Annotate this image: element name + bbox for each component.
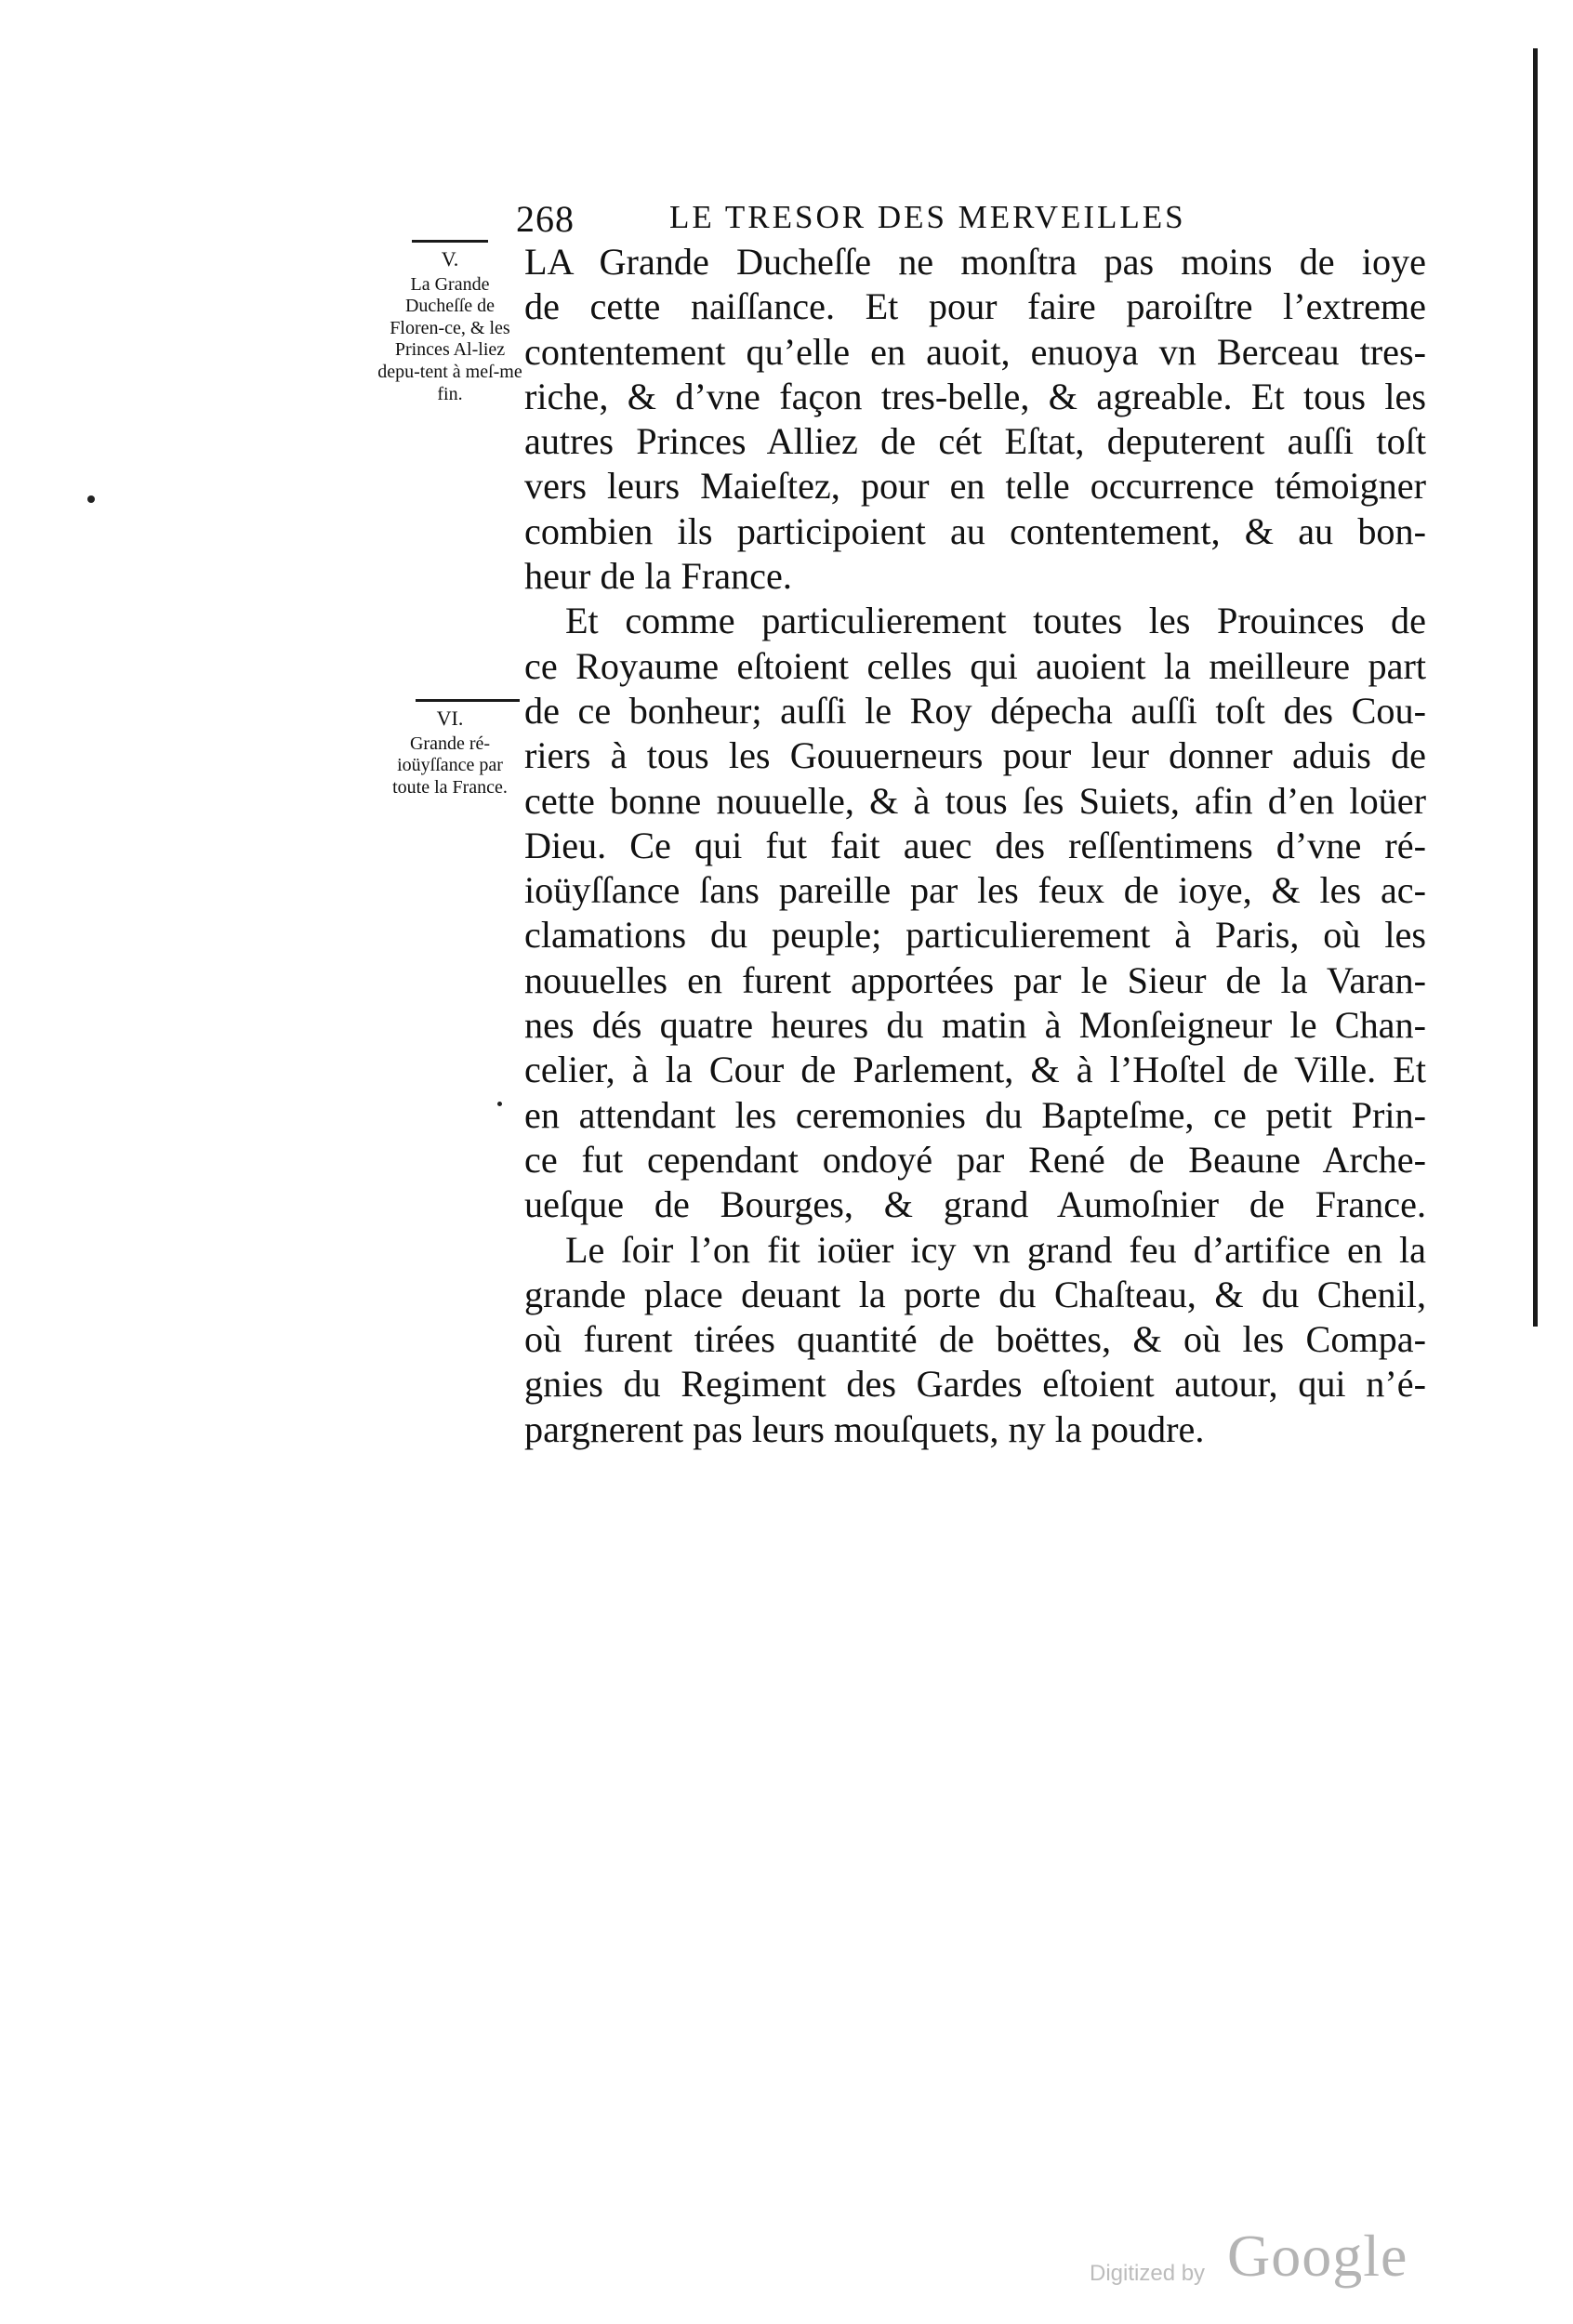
running-title: LE TRESOR DES MERVEILLES <box>669 199 1186 235</box>
margin-note-rule <box>416 699 520 702</box>
text-line: Et comme particulierement toutes les Prouinces de <box>565 600 1426 642</box>
text-line: clamations du peuple; particulierement à Paris, où les <box>524 914 1426 957</box>
text-line: Le ſoir l’on fit ioüer icy vn grand feu d’artifice en la <box>565 1228 1426 1271</box>
text-line: ioüyſſance ſans pareille par les feux de ioye, & les ac- <box>524 869 1426 912</box>
margin-note-text: Grande ré-ioüyſſance par toute la France. <box>392 733 508 798</box>
margin-note-rule <box>412 240 488 243</box>
text-line: combien ils participoient au contentement, & au bon- <box>524 509 1426 552</box>
text-line: LA Grande Ducheſſe ne monſtra pas moins de ioye <box>524 241 1426 283</box>
text-line: ueſque de Bourges, & grand Aumoſnier de France. <box>524 1183 1426 1226</box>
paragraph-2 <box>524 599 1426 1227</box>
paragraph-3 <box>524 1228 1426 1452</box>
text-line: de ce bonheur; auſſi le Roy dépecha auſſi toſt des Cou- <box>524 689 1426 732</box>
text-line: cette bonne nouuelle, & à tous ſes Suiets, afin d’en loüer <box>524 779 1426 822</box>
text-line: grande place deuant la porte du Chaſteau, & du Chenil, <box>524 1273 1426 1315</box>
text-line: contentement qu’elle en auoit, enuoya vn Berceau tres- <box>524 330 1426 373</box>
ink-speck <box>87 495 95 503</box>
text-line: riche, & d’vne façon tres-belle, & agreable. Et tous les <box>524 375 1426 417</box>
text-line: gnies du Regiment des Gardes eſtoient autour, qui n’é- <box>524 1363 1426 1406</box>
margin-note-number: V. <box>441 247 459 271</box>
text-line: ce Royaume eſtoient celles qui auoient la meilleure part <box>524 644 1426 687</box>
margin-note-text: La Grande Ducheſſe de Floren-ce, & les Princes Al-liez depu-tent à meſ-me fin. <box>377 273 522 404</box>
margin-note-vi <box>377 699 523 799</box>
margin-note-number: VI. <box>436 706 464 730</box>
text-line: vers leurs Maieſtez, pour en telle occurrence témoigner <box>524 465 1426 508</box>
ink-speck <box>497 1102 502 1106</box>
text-line: nes dés quatre heures du matin à Monſeigneur le Chan- <box>524 1004 1426 1047</box>
watermark-prefix: Digitized by <box>1090 2261 1206 2286</box>
text-line: de cette naiſſance. Et pour faire paroiſtre l’extreme <box>524 285 1426 328</box>
page-number: 268 <box>516 198 575 240</box>
paragraph-1 <box>524 240 1426 599</box>
google-logo: Google <box>1227 2223 1408 2289</box>
text-line: Dieu. Ce qui fut fait auec des reſſentimens d’vne ré- <box>524 824 1426 866</box>
text-line: ce fut cependant ondoyé par René de Beaune Arche- <box>524 1138 1426 1181</box>
digitized-watermark <box>1090 2214 1461 2298</box>
text-line: celier, à la Cour de Parlement, & à l’Hoſtel de Ville. Et <box>524 1049 1426 1091</box>
text-line: riers à tous les Gouuerneurs pour leur donner aduis de <box>524 734 1426 777</box>
margin-note-v <box>377 240 523 405</box>
text-line: heur de la France. <box>524 555 792 598</box>
body-text <box>524 240 1426 1452</box>
page-edge-rule <box>1533 48 1538 1327</box>
text-line: autres Princes Alliez de cét Eſtat, deputerent auſſi toſt <box>524 420 1426 463</box>
text-line: où furent tirées quantité de boëttes, & où les Compa- <box>524 1318 1426 1361</box>
text-line: pargnerent pas leurs mouſquets, ny la poudre. <box>524 1407 1205 1450</box>
text-line: nouuelles en furent apportées par le Sieur de la Varan- <box>524 958 1426 1001</box>
text-line: en attendant les ceremonies du Bapteſme, ce petit Prin- <box>524 1093 1426 1136</box>
